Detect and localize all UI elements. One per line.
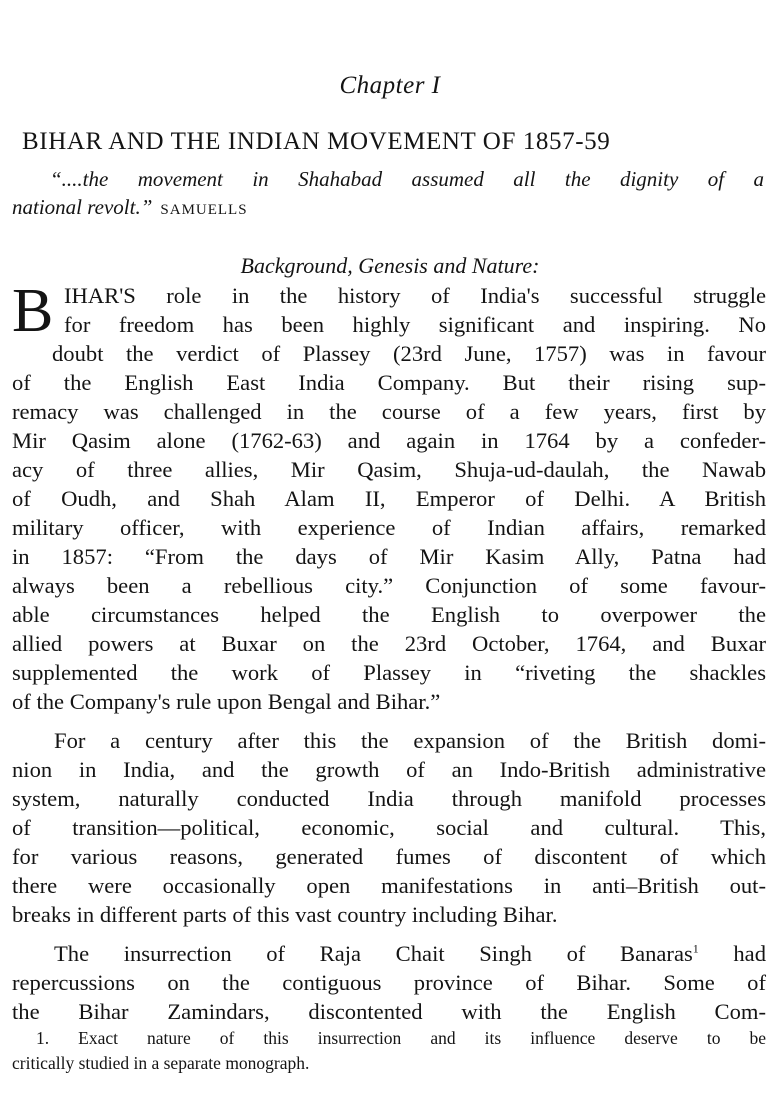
paragraph-line: breaks in different parts of this vast country including Bihar. [12,902,558,927]
paragraph-line: acy of three allies, Mir Qasim, Shuja-ud-daulah, the Nawab [12,457,766,482]
paragraph-line: system, naturally conducted India through manifold processes [12,786,766,811]
epigraph-line-1: “....the movement in Shahabad assumed all the dignity of a [50,167,764,191]
section-heading: Background, Genesis and Nature: [240,253,540,278]
drop-cap: B [12,277,54,345]
epigraph [12,165,764,224]
paragraph-line: doubt the verdict of Plassey (23rd June, 1757) was in favour [52,341,766,366]
epigraph-author: SAMUELLS [160,202,248,218]
paragraph-line: always been a rebellious city.” Conjunction of some favour- [12,573,766,598]
paragraph-line: able circumstances helped the English to overpower the [12,602,766,627]
paragraph-line: for freedom has been highly significant and inspiring. No [64,312,766,337]
paragraph-line: allied powers at Buxar on the 23rd October, 1764, and Buxar [12,631,766,656]
paragraph-line: there were occasionally open manifestations in anti–British out- [12,873,766,898]
body-text [12,277,766,1026]
paragraph-line: of the English East India Company. But their rising sup- [12,370,766,395]
paragraph-line: of Oudh, and Shah Alam II, Emperor of Delhi. A British [12,486,766,511]
paragraph-line: remacy was challenged in the course of a few years, first by [12,399,766,424]
epigraph-line-2 [12,193,764,224]
paragraph-line-text: had [698,941,766,966]
paragraph-line: For a century after this the expansion of the British domi- [54,728,766,753]
paragraph-3 [12,939,766,1026]
paragraph-line: supplemented the work of Plassey in “riveting the shackles [12,660,766,685]
paragraph-line: nion in India, and the growth of an Indo-British administrative [12,757,766,782]
paragraph-line [12,939,766,968]
footnote-line: 1. Exact nature of this insurrection and its influence deserve to be [36,1028,766,1048]
paragraph-line: of transition—political, economic, social and cultural. This, [12,815,766,840]
paragraph-line-text: The insurrection of Raja Chait Singh of Banaras [54,941,693,966]
epigraph-line-2-text: national revolt.” [12,195,153,219]
chapter-label: Chapter I [339,72,441,99]
paragraph-line: of the Company's rule upon Bengal and Bihar.” [12,689,441,714]
paragraph-line: Mir Qasim alone (1762-63) and again in 1764 by a confeder- [12,428,766,453]
footnote-line: critically studied in a separate monograph. [12,1053,310,1073]
paragraph-line: in 1857: “From the days of Mir Kasim Ally, Patna had [12,544,766,569]
paragraph-line: repercussions on the contiguous province of Bihar. Some of [12,970,766,995]
paragraph-line: IHAR'S role in the history of India's successful struggle [64,283,766,308]
chapter-title: BIHAR AND THE INDIAN MOVEMENT OF 1857-59 [22,128,611,155]
footnote [12,1026,766,1076]
paragraph-2 [12,726,766,929]
paragraph-line: military officer, with experience of Indian affairs, remarked [12,515,766,540]
paragraph-line: the Bihar Zamindars, discontented with the English Com- [12,999,766,1024]
footnote-reference[interactable]: 1 [692,941,699,956]
paragraph-line: for various reasons, generated fumes of discontent of which [12,844,766,869]
paragraph-1 [12,277,766,716]
